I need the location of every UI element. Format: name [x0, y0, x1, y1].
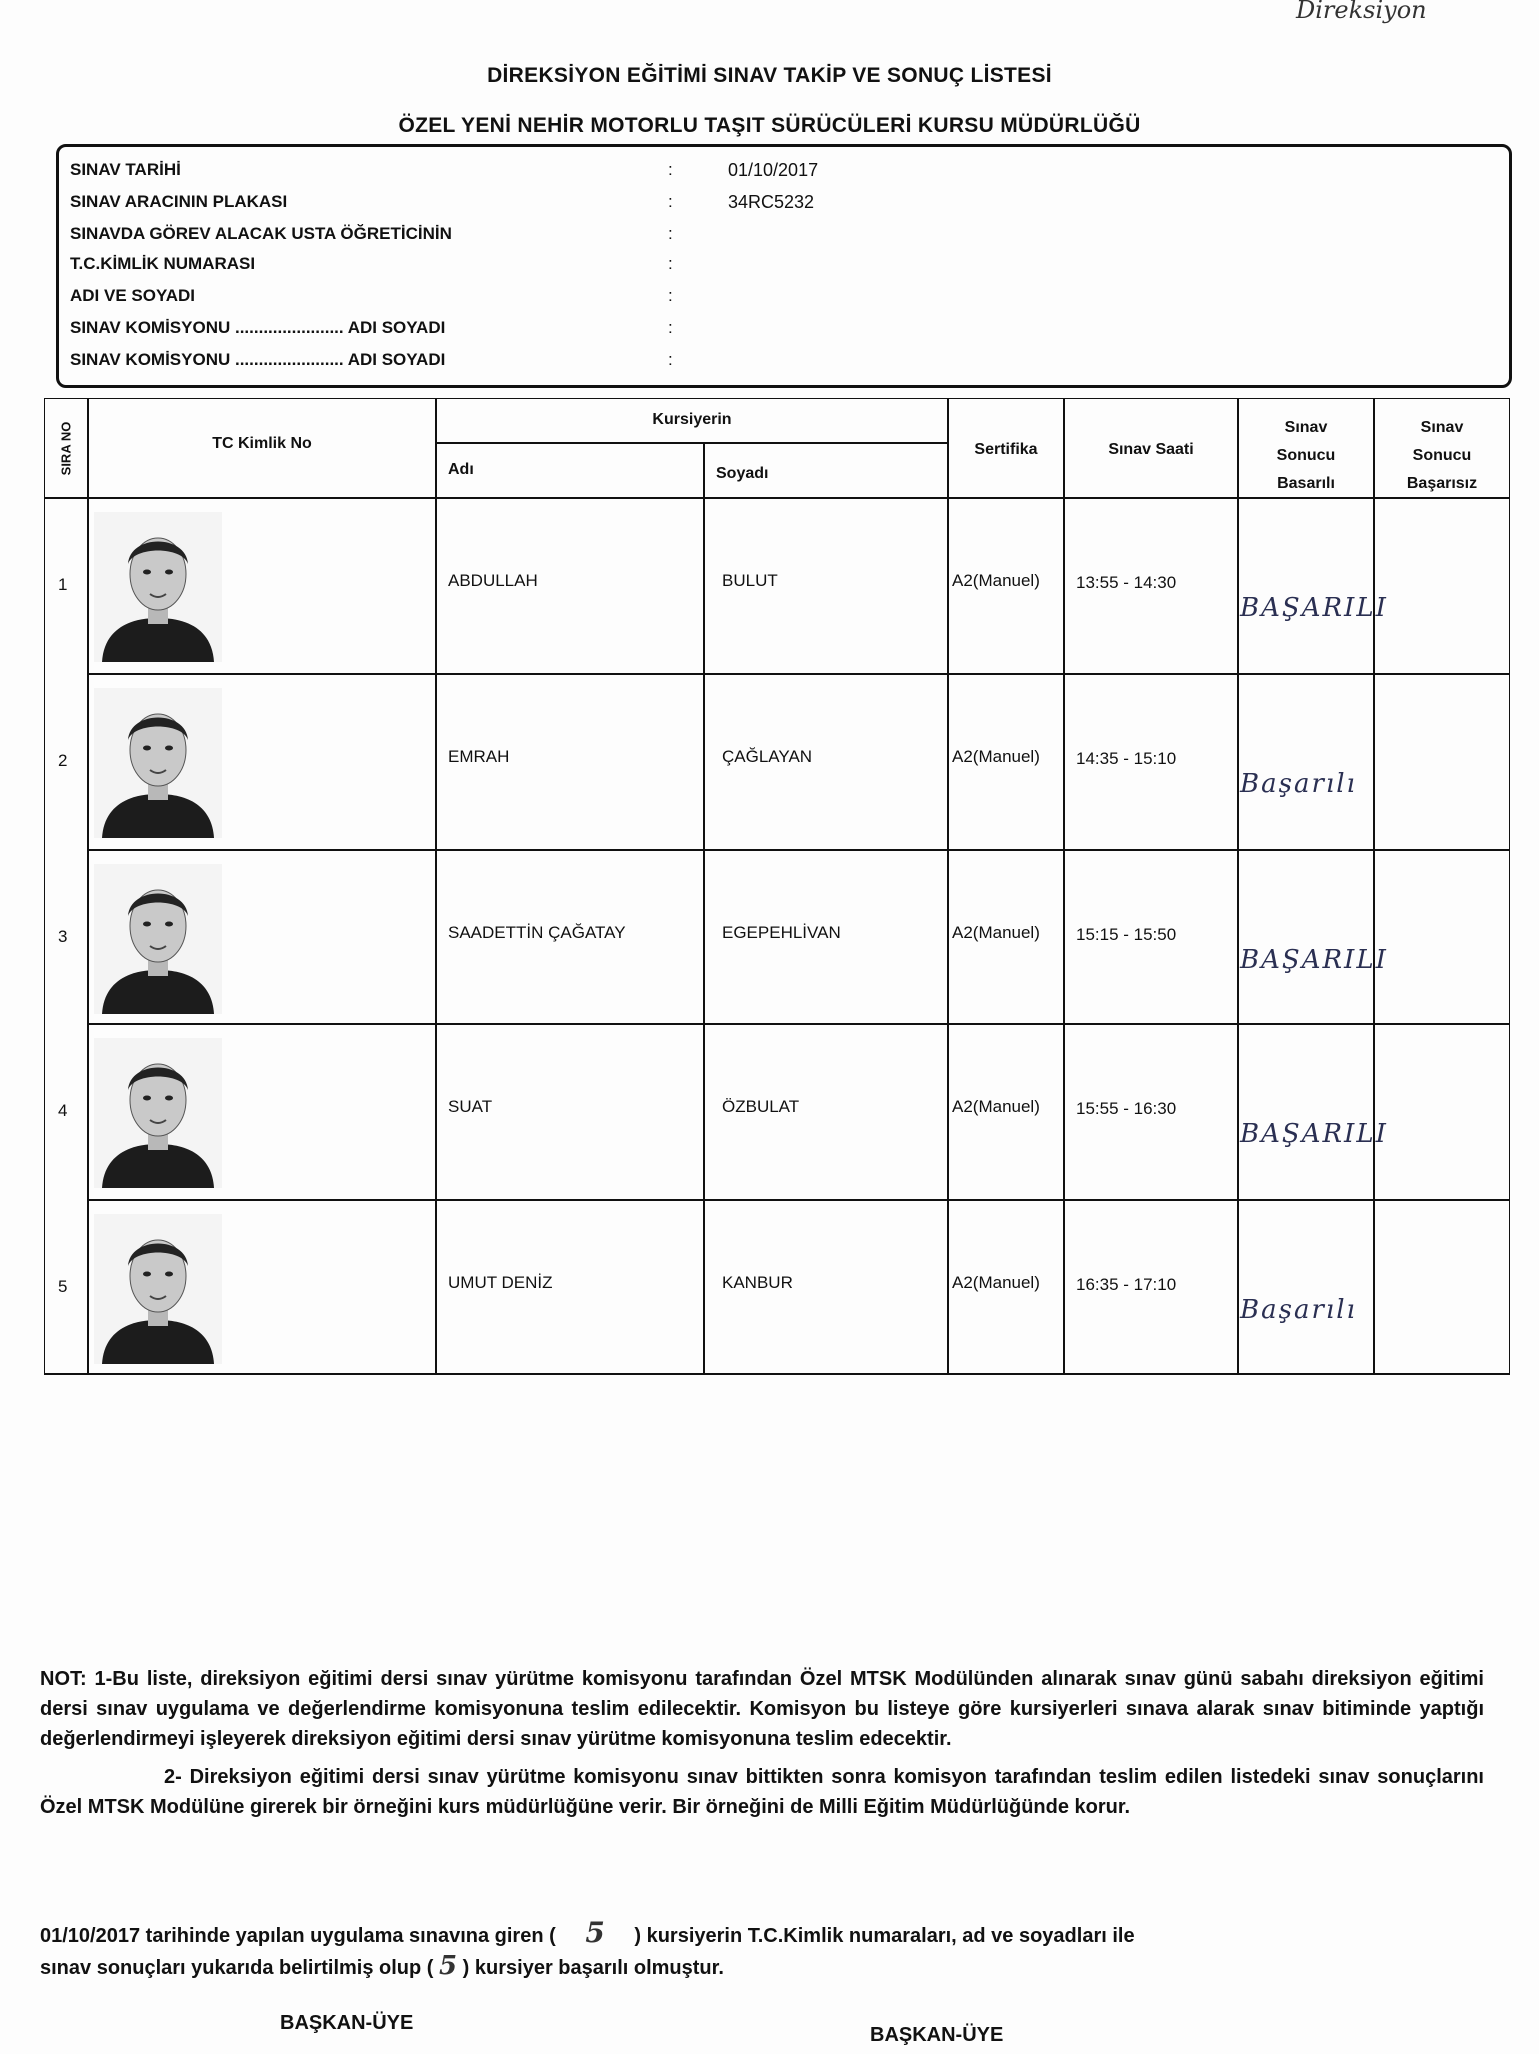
row-number: 4 [58, 1101, 68, 1120]
exam-time: 15:55 - 16:30 [1076, 1099, 1177, 1118]
header-adi: Adı [448, 461, 474, 478]
info-label-5: ADI VE SOYADI [70, 286, 196, 305]
row-number: 5 [58, 1277, 68, 1296]
student-first-name: SAADETTİN ÇAĞATAY [448, 923, 626, 942]
handwritten-count-1: 5 [585, 1916, 605, 1949]
row-number: 3 [58, 927, 68, 946]
certificate-class: A2(Manuel) [952, 923, 1040, 942]
header-sonuc-basarili: Sınav Sonucu Basarılı [1276, 419, 1336, 492]
handwritten-result-pass: Başarılı [1240, 769, 1357, 799]
header-sonuc-basarisiz: Sınav Sonucu Başarısız [1406, 419, 1478, 492]
student-first-name: EMRAH [448, 747, 510, 766]
info-label-2: SINAV ARACININ PLAKASI [70, 192, 288, 211]
student-first-name: UMUT DENİZ [448, 1273, 553, 1292]
header-sertifika: Sertifika [974, 441, 1038, 458]
exam-time: 16:35 - 17:10 [1076, 1275, 1177, 1294]
row-number: 1 [58, 575, 68, 594]
results-table [44, 398, 1510, 1378]
student-last-name: ÖZBULAT [722, 1097, 800, 1116]
certificate-class: A2(Manuel) [952, 1097, 1040, 1116]
info-colon-1: : [668, 160, 673, 179]
student-last-name: KANBUR [722, 1273, 793, 1292]
summary-block [40, 1918, 1484, 1983]
student-photo [94, 864, 222, 1014]
corner-handwritten-note: Direksiyon [1296, 0, 1427, 24]
certificate-class: A2(Manuel) [952, 571, 1040, 590]
header-sira-no: SIRA NO [58, 421, 74, 475]
student-photo [94, 688, 222, 838]
info-label-6: SINAV KOMİSYONU ....................... ADI SOYADI [70, 318, 446, 337]
student-photo [94, 512, 222, 662]
header-tc-kimlik-no: TC Kimlik No [212, 435, 312, 452]
student-last-name: ÇAĞLAYAN [722, 747, 813, 766]
certificate-class: A2(Manuel) [952, 1273, 1040, 1292]
info-label-3: SINAVDA GÖREV ALACAK USTA ÖĞRETİCİNİN [70, 224, 452, 243]
student-first-name: ABDULLAH [448, 571, 538, 590]
institution-title: ÖZEL YENİ NEHİR MOTORLU TAŞIT SÜRÜCÜLERİ KURSU MÜDÜRLÜĞÜ [398, 114, 1141, 137]
handwritten-result-pass: BAŞARILI [1240, 945, 1388, 975]
signature-right-label: BAŞKAN-ÜYE [870, 2024, 1004, 2046]
summary-text-4: ) kursiyer başarılı olmuştur. [462, 1957, 724, 1979]
header-soyadi: Soyadı [716, 465, 769, 482]
info-label-4: T.C.KİMLİK NUMARASI [70, 254, 256, 273]
info-colon-5: : [668, 286, 673, 305]
student-last-name: BULUT [722, 571, 778, 590]
handwritten-count-2: 5 [439, 1951, 458, 1981]
handwritten-result-pass: Başarılı [1240, 1295, 1357, 1325]
info-colon-3: : [668, 224, 673, 243]
header-sinav-saati: Sınav Saati [1108, 441, 1194, 458]
header-kursiyerin: Kursiyerin [652, 411, 732, 428]
note-paragraph-2: 2- Direksiyon eğitimi dersi sınav yürütme komisyonu sınav bittikten sonra komisyon tarafından teslim edilen listedeki sınav sonuçlarını Özel MTSK Modülüne girerek bir örneğini kurs müdürlüğüne verir. Bir örneğini de Milli Eğitim Müdürlüğünde korur. [40, 1766, 1484, 1818]
row-number: 2 [58, 751, 68, 770]
info-label-1: SINAV TARİHİ [70, 160, 181, 179]
signature-left-label: BAŞKAN-ÜYE [280, 2012, 414, 2034]
summary-text-1: 01/10/2017 tarihinde yapılan uygulama sınavına giren ( [40, 1925, 556, 1947]
note-paragraph-1: NOT: 1-Bu liste, direksiyon eğitimi dersi sınav yürütme komisyonu tarafından Özel MTSK Modülünden alınarak sınav günü sabahı direksiyon eğitimi dersi sınav uygulama ve değerlendirme komisyonuna teslim edilecektir. Komisyon bu listeye göre kursiyerleri sınava alarak sınav bitiminde yaptığı değerlendirmeyi işleyerek direksiyon eğitimi dersi sınav yürütme komisyonuna teslim edecektir. [40, 1668, 1484, 1750]
info-colon-7: : [668, 350, 673, 369]
info-label-7: SINAV KOMİSYONU ....................... ADI SOYADI [70, 350, 446, 369]
info-colon-2: : [668, 192, 673, 211]
exam-time: 15:15 - 15:50 [1076, 925, 1177, 944]
student-photo [94, 1214, 222, 1364]
student-last-name: EGEPEHLİVAN [722, 923, 841, 942]
notes-block [40, 1664, 1484, 1822]
info-colon-4: : [668, 254, 673, 273]
certificate-class: A2(Manuel) [952, 747, 1040, 766]
student-first-name: SUAT [448, 1097, 493, 1116]
handwritten-result-pass: BAŞARILI [1240, 593, 1388, 623]
summary-text-3: sınav sonuçları yukarıda belirtilmiş olup ( [40, 1957, 434, 1979]
info-colon-6: : [668, 318, 673, 337]
info-value-2: 34RC5232 [728, 192, 815, 212]
exam-time: 13:55 - 14:30 [1076, 573, 1177, 592]
info-value-1: 01/10/2017 [728, 160, 819, 180]
exam-time: 14:35 - 15:10 [1076, 749, 1177, 768]
handwritten-result-pass: BAŞARILI [1240, 1119, 1388, 1149]
table-grid-lines [44, 398, 1510, 1378]
summary-text-2: ) kursiyerin T.C.Kimlik numaraları, ad ve soyadları ile [634, 1925, 1135, 1947]
document-title: DİREKSİYON EĞİTİMİ SINAV TAKİP VE SONUÇ LİSTESİ [487, 64, 1052, 87]
student-photo [94, 1038, 222, 1188]
